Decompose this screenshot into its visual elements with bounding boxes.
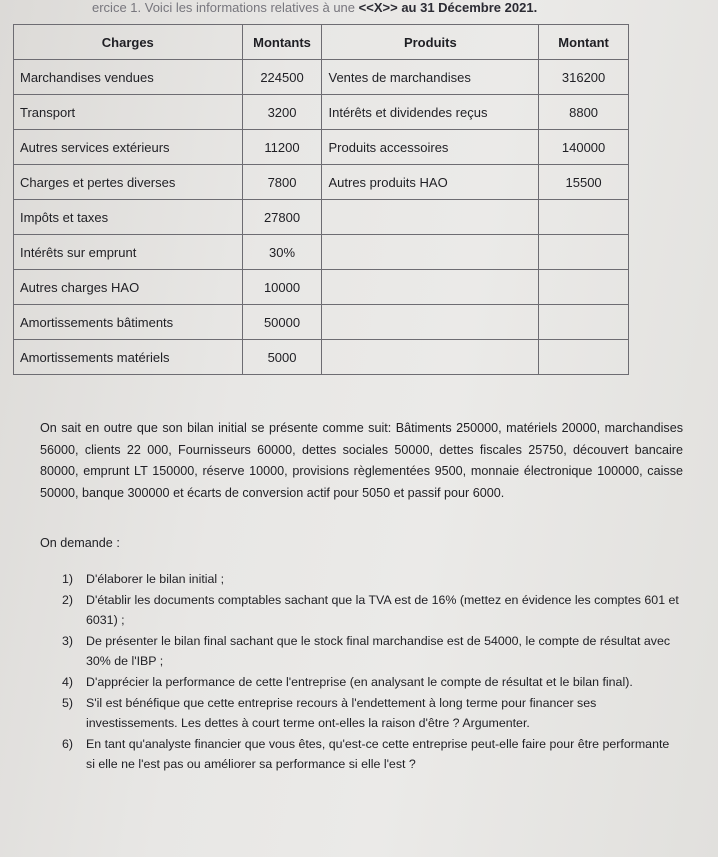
table-row — [14, 130, 629, 165]
charge-label: Autres charges HAO — [14, 270, 243, 305]
product-label: Ventes de marchandises — [322, 60, 539, 95]
header-produits: Produits — [322, 25, 539, 60]
charge-amount: 5000 — [242, 340, 322, 375]
charge-amount: 27800 — [242, 200, 322, 235]
charge-label: Amortissements bâtiments — [14, 305, 243, 340]
question-item — [62, 672, 680, 692]
header-prefix: ercice 1. Voici les informations relatives à une — [92, 0, 356, 15]
charge-amount: 11200 — [242, 130, 322, 165]
question-number: 2) — [62, 593, 74, 607]
product-amount — [539, 200, 629, 235]
header-date: au 31 Décembre 2021. — [401, 0, 538, 15]
table-row — [14, 305, 629, 340]
question-text: S'il est bénéfique que cette entreprise recours à l'endettement à long terme pour financer ses investissements. Les dettes à court terme ont-elles la raison d'être ? Argumenter. — [86, 696, 597, 730]
question-item — [62, 631, 680, 671]
question-item — [62, 590, 680, 630]
charge-amount: 224500 — [242, 60, 322, 95]
on-demande-label: On demande : — [40, 536, 120, 550]
charge-label: Transport — [14, 95, 243, 130]
product-label — [322, 200, 539, 235]
question-text: D'élaborer le bilan initial ; — [86, 572, 225, 586]
charge-amount: 10000 — [242, 270, 322, 305]
product-label: Autres produits HAO — [322, 165, 539, 200]
product-amount: 15500 — [539, 165, 629, 200]
charge-label: Amortissements matériels — [14, 340, 243, 375]
product-amount — [539, 270, 629, 305]
product-amount: 316200 — [539, 60, 629, 95]
table-row — [14, 270, 629, 305]
product-label — [322, 305, 539, 340]
charge-label: Intérêts sur emprunt — [14, 235, 243, 270]
questions-list — [62, 569, 680, 775]
question-text: D'apprécier la performance de cette l'entreprise (en analysant le compte de résultat et le bilan final). — [86, 675, 633, 689]
table-row — [14, 200, 629, 235]
charge-label: Impôts et taxes — [14, 200, 243, 235]
header-montants: Montants — [242, 25, 322, 60]
product-amount: 8800 — [539, 95, 629, 130]
table-row — [14, 340, 629, 375]
product-amount — [539, 340, 629, 375]
table-row — [14, 95, 629, 130]
product-amount — [539, 235, 629, 270]
question-item — [62, 693, 680, 733]
header-entity: <<X>> — [358, 0, 398, 15]
question-number: 3) — [62, 634, 74, 648]
charge-label: Autres services extérieurs — [14, 130, 243, 165]
question-text: En tant qu'analyste financier que vous êtes, qu'est-ce cette entreprise peut-elle faire pour être performante si elle ne l'est pas ou améliorer sa performance si elle l'est ? — [86, 737, 670, 771]
product-label — [322, 235, 539, 270]
table-row — [14, 165, 629, 200]
question-item — [62, 569, 680, 589]
exercise-header — [92, 0, 712, 15]
charge-amount: 3200 — [242, 95, 322, 130]
product-amount — [539, 305, 629, 340]
header-montant: Montant — [539, 25, 629, 60]
table-row — [14, 60, 629, 95]
question-number: 1) — [62, 572, 74, 586]
charge-amount: 30% — [242, 235, 322, 270]
charge-label: Charges et pertes diverses — [14, 165, 243, 200]
product-label — [322, 270, 539, 305]
charge-amount: 50000 — [242, 305, 322, 340]
question-item — [62, 734, 680, 774]
product-label — [322, 340, 539, 375]
charges-products-table — [13, 24, 629, 375]
product-label: Produits accessoires — [322, 130, 539, 165]
question-number: 6) — [62, 737, 74, 751]
header-charges: Charges — [14, 25, 243, 60]
initial-balance-paragraph: On sait en outre que son bilan initial se présente comme suit: Bâtiments 250000, matériels 20000, marchandises 56000, clients 22 000, Fournisseurs 60000, dettes sociales 50000, dettes fiscales 25750, découvert bancaire 80000, emprunt LT 150000, réserve 10000, provisions règlementées 9500, monnaie électronique 100000, caisse 50000, banque 300000 et écarts de conversion actif pour 5050 et passif pour 6000. — [40, 421, 683, 500]
question-number: 4) — [62, 675, 74, 689]
question-text: D'établir les documents comptables sachant que la TVA est de 16% (mettez en évidence les comptes 601 et 6031) ; — [86, 593, 679, 627]
charge-label: Marchandises vendues — [14, 60, 243, 95]
product-amount: 140000 — [539, 130, 629, 165]
product-label: Intérêts et dividendes reçus — [322, 95, 539, 130]
charge-amount: 7800 — [242, 165, 322, 200]
question-text: De présenter le bilan final sachant que le stock final marchandise est de 54000, le compte de résultat avec 30% de l'IBP ; — [86, 634, 671, 668]
table-row — [14, 235, 629, 270]
question-number: 5) — [62, 696, 74, 710]
table-header-row — [14, 25, 629, 60]
